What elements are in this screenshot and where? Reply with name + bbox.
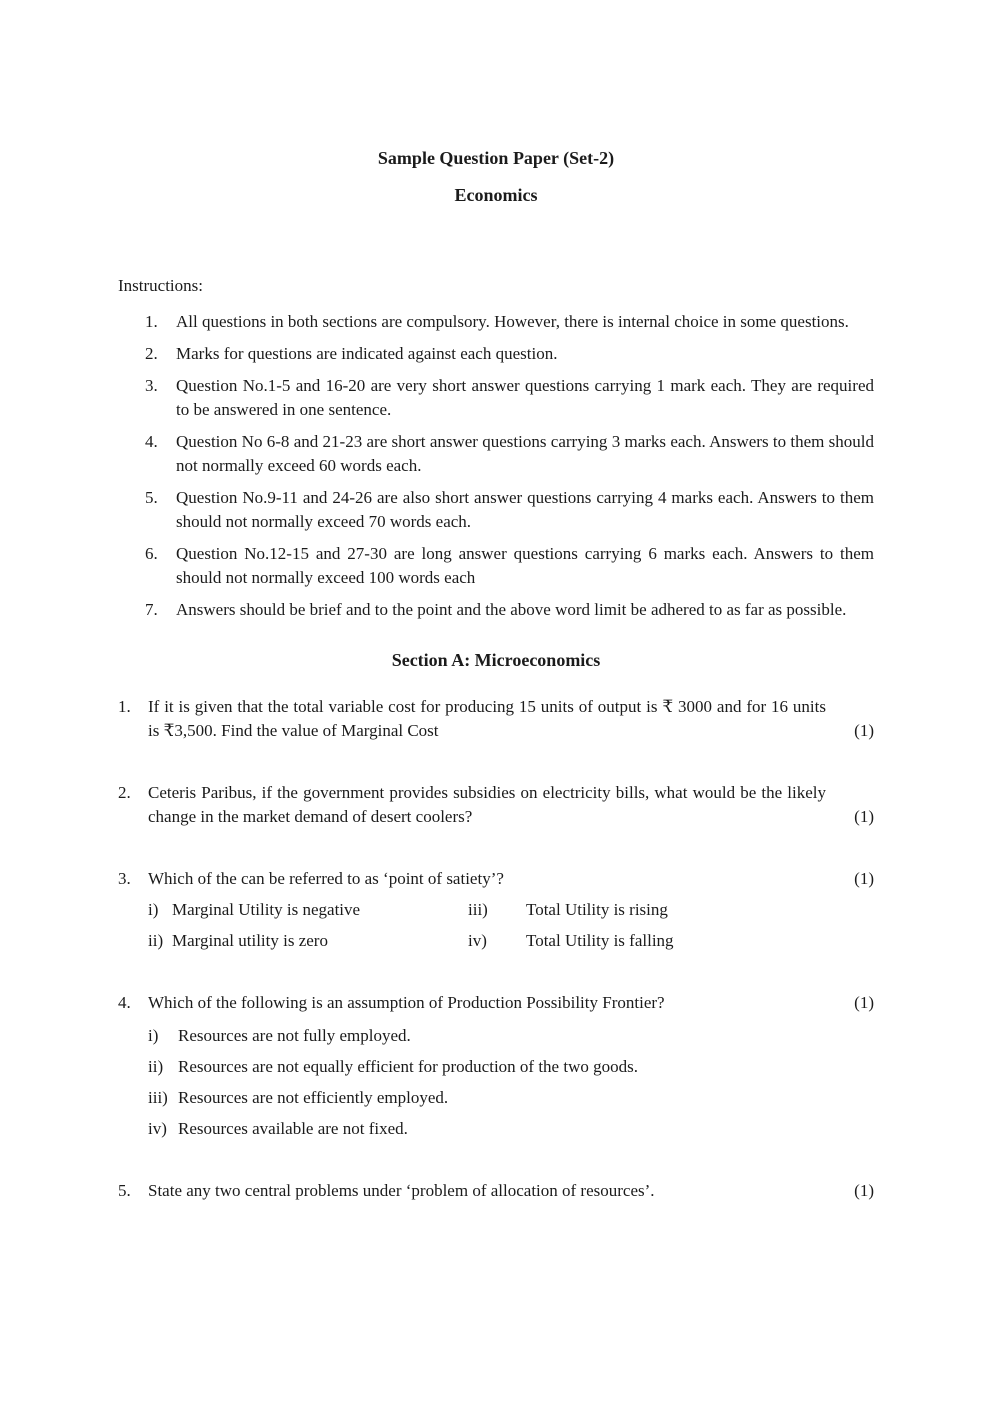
question-text: If it is given that the total variable cost for producing 15 units of output is ₹ 3000 and for 16 units is ₹3,500. Find the value of Marginal Cost [148, 697, 826, 740]
instruction-number: 3. [145, 376, 158, 395]
question-marks: (1) [854, 721, 874, 740]
instruction-item-4 [118, 430, 874, 478]
instruction-number: 6. [145, 544, 158, 563]
instruction-number: 7. [145, 600, 158, 619]
option-label: i) [148, 900, 159, 919]
instruction-number: 1. [145, 312, 158, 331]
option-label: i) [148, 1026, 159, 1045]
instruction-number: 5. [145, 488, 158, 507]
instruction-text: Answers should be brief and to the point and the above word limit be adhered to as far as possible. [176, 600, 847, 619]
instruction-item-1 [118, 310, 874, 334]
option-text: Marginal utility is zero [172, 931, 328, 950]
question-3-option-iii [468, 898, 874, 922]
question-marks: (1) [854, 807, 874, 826]
question-4-option-iii [148, 1086, 874, 1110]
option-text: Resources are not efficiently employed. [178, 1088, 449, 1107]
question-4-options [148, 1024, 874, 1141]
option-text: Resources are not fully employed. [178, 1026, 411, 1045]
question-4-option-ii [148, 1055, 874, 1079]
question-text: State any two central problems under ‘problem of allocation of resources’. [148, 1181, 655, 1200]
question-1-row [118, 695, 874, 743]
instruction-item-3 [118, 374, 874, 422]
instruction-text: All questions in both sections are compulsory. However, there is internal choice in some questions. [176, 312, 849, 331]
question-4-row [118, 991, 874, 1015]
question-4-option-iv [148, 1117, 874, 1141]
document-subtitle: Economics [454, 185, 538, 205]
option-text: Total Utility is rising [526, 900, 668, 919]
question-3 [118, 867, 874, 953]
option-label: ii) [148, 1057, 164, 1076]
instructions-section [118, 274, 874, 622]
question-2 [118, 781, 874, 829]
question-text: Ceteris Paribus, if the government provides subsidies on electricity bills, what would be the likely change in the market demand of desert coolers? [148, 783, 826, 826]
question-4 [118, 991, 874, 1141]
question-marks: (1) [854, 1181, 874, 1200]
instruction-text: Question No.12-15 and 27-30 are long answer questions carrying 6 marks each. Answers to them should not normally exceed 100 words each [176, 544, 874, 587]
instruction-item-7 [118, 598, 874, 622]
instructions-label: Instructions: [118, 276, 203, 295]
question-number: 1. [118, 697, 131, 716]
instruction-item-6 [118, 542, 874, 590]
option-text: Resources are not equally efficient for production of the two goods. [178, 1057, 638, 1076]
instruction-item-5 [118, 486, 874, 534]
question-number: 4. [118, 993, 131, 1012]
option-label: iv) [468, 931, 487, 950]
question-number: 3. [118, 869, 131, 888]
option-text: Resources available are not fixed. [178, 1119, 408, 1138]
question-2-row [118, 781, 874, 829]
instruction-text: Question No.1-5 and 16-20 are very short answer questions carrying 1 mark each. They are required to be answered in one sentence. [176, 376, 874, 419]
section-heading: Section A: Microeconomics [391, 650, 601, 670]
instruction-text: Question No 6-8 and 21-23 are short answer questions carrying 3 marks each. Answers to them should not normally exceed 60 words each. [176, 432, 874, 475]
option-label: iii) [468, 900, 488, 919]
question-3-option-ii [148, 929, 468, 953]
question-4-option-i [148, 1024, 874, 1048]
option-label: iii) [148, 1088, 168, 1107]
question-1 [118, 695, 874, 743]
document-title: Sample Question Paper (Set-2) [377, 148, 615, 168]
instruction-text: Question No.9-11 and 24-26 are also short answer questions carrying 4 marks each. Answers to them should not normally exceed 70 words each. [176, 488, 874, 531]
instruction-number: 4. [145, 432, 158, 451]
option-text: Total Utility is falling [526, 931, 674, 950]
instruction-text: Marks for questions are indicated against each question. [176, 344, 558, 363]
instruction-item-2 [118, 342, 874, 366]
question-3-option-iv [468, 929, 874, 953]
question-3-options [148, 898, 874, 953]
option-label: iv) [148, 1119, 167, 1138]
instruction-number: 2. [145, 344, 158, 363]
question-number: 2. [118, 783, 131, 802]
option-label: ii) [148, 931, 164, 950]
question-5-row [118, 1179, 874, 1203]
question-3-option-i [148, 898, 468, 922]
question-marks: (1) [854, 993, 874, 1012]
question-5 [118, 1179, 874, 1203]
question-marks: (1) [854, 869, 874, 888]
question-number: 5. [118, 1181, 131, 1200]
question-3-row [118, 867, 874, 891]
question-text: Which of the can be referred to as ‘point of satiety’? [148, 869, 504, 888]
option-text: Marginal Utility is negative [172, 900, 361, 919]
question-text: Which of the following is an assumption of Production Possibility Frontier? [148, 993, 665, 1012]
